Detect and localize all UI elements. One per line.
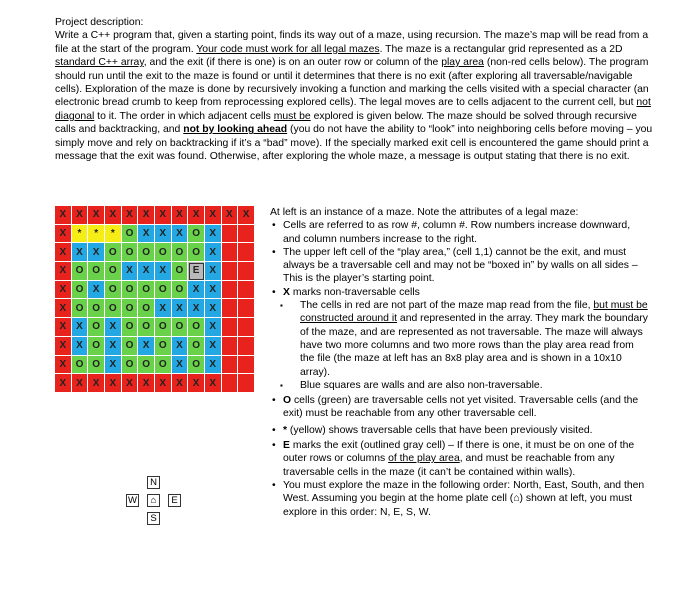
underlined-run: not diagonal xyxy=(55,97,651,122)
note-start: • The upper left cell of the “play area,” (cell 1,1) cannot be the exit, and must always be a traversable cell and may not be “boxed in” by walls on all sides – This is the player’s starting point. xyxy=(270,246,650,286)
maze-cell xyxy=(238,225,255,244)
maze-cell xyxy=(222,356,239,375)
project-description xyxy=(55,16,655,163)
maze-cell: X xyxy=(55,337,72,356)
maze-cell: O xyxy=(88,356,105,375)
maze-cell: O xyxy=(138,281,155,300)
underlined-run: must be xyxy=(273,110,311,122)
maze-cell: X xyxy=(122,262,139,281)
maze-cell: X xyxy=(155,225,172,244)
compass-west: W xyxy=(126,494,139,507)
maze-cell: X xyxy=(205,299,222,318)
maze-notes xyxy=(270,206,650,519)
maze-cell xyxy=(222,299,239,318)
text-run: (non-red cells below). The program should run until the exit to the maze is found or until it determines that there is no exit (after exploring all traversable/navigable cells). Exploration of the maze is done by recursively invoking a function and marking the cells visited with a special character (an electronic bread crumb to keep from reprocessing explored cells). The legal moves are to cells adjacent to the current cell, but xyxy=(55,57,649,109)
text-run: . The maze is a rectangular grid represented as a 2D xyxy=(379,43,623,55)
maze-cell xyxy=(222,374,239,393)
maze-cell xyxy=(238,281,255,300)
description-heading: Project description: xyxy=(55,17,144,28)
maze-cell: O xyxy=(122,299,139,318)
maze-cell xyxy=(222,225,239,244)
maze-cell: X xyxy=(105,374,122,393)
maze-cell: O xyxy=(188,225,205,244)
maze-cell: X xyxy=(88,374,105,393)
maze-cell: X xyxy=(138,262,155,281)
maze-cell xyxy=(238,299,255,318)
maze-cell: O xyxy=(122,356,139,375)
maze-cell: O xyxy=(172,318,189,337)
maze-cell: X xyxy=(205,318,222,337)
maze-cell xyxy=(222,318,239,337)
maze-cell xyxy=(222,243,239,262)
maze-cell: X xyxy=(122,374,139,393)
maze-cell: O xyxy=(138,299,155,318)
maze-cell: O xyxy=(188,356,205,375)
maze-cell: X xyxy=(205,262,222,281)
maze-cell: X xyxy=(172,337,189,356)
maze-cell: X xyxy=(188,281,205,300)
maze-cell: X xyxy=(205,374,222,393)
maze-cell: X xyxy=(205,225,222,244)
bold-run: * xyxy=(283,424,288,436)
home-plate-icon: ⌂ xyxy=(147,494,160,507)
maze-cell: X xyxy=(122,206,139,225)
maze-cell: O xyxy=(88,299,105,318)
compass-east: E xyxy=(168,494,181,507)
maze-cell: O xyxy=(105,281,122,300)
text-run: marks non-traversable cells xyxy=(289,286,420,298)
maze-cell: X xyxy=(222,206,239,225)
maze-cell: O xyxy=(122,337,139,356)
maze-cell: O xyxy=(172,281,189,300)
maze-cell xyxy=(238,374,255,393)
maze-cell: O xyxy=(122,281,139,300)
text-run: Write a C++ program that, given a starting point, finds its way out of a maze, using recursion. The maze’s map will be read from a file at the start of the program. xyxy=(55,30,649,55)
maze-cell: X xyxy=(205,243,222,262)
maze-cell: O xyxy=(155,356,172,375)
description-body xyxy=(55,29,655,163)
maze-cell: * xyxy=(88,225,105,244)
maze-cell: X xyxy=(72,206,89,225)
maze-cell: O xyxy=(155,337,172,356)
maze-cell xyxy=(238,337,255,356)
underlined-run: Your code must work for all legal mazes xyxy=(196,43,380,55)
note-blue: ▪ Blue squares are walls and are also non-traversable. xyxy=(270,379,650,392)
maze-cell: O xyxy=(72,356,89,375)
maze-cell: X xyxy=(155,206,172,225)
note-star xyxy=(270,424,650,437)
notes-intro: At left is an instance of a maze. Note the attributes of a legal maze: xyxy=(270,207,579,218)
maze-cell: X xyxy=(55,356,72,375)
underlined-run: but must be constructed around it xyxy=(300,300,648,325)
underlined-run: standard C++ array xyxy=(55,57,144,69)
maze-grid xyxy=(55,206,255,393)
maze-cell: X xyxy=(88,206,105,225)
maze-cell: X xyxy=(172,206,189,225)
compass-south: S xyxy=(147,512,160,525)
maze-cell: X xyxy=(188,299,205,318)
maze-cell: X xyxy=(55,206,72,225)
maze-cell: O xyxy=(88,318,105,337)
maze-cell: X xyxy=(205,356,222,375)
maze-cell: X xyxy=(155,299,172,318)
maze-cell xyxy=(222,337,239,356)
maze-cell: X xyxy=(155,374,172,393)
maze-cell: X xyxy=(138,337,155,356)
maze-cell xyxy=(238,318,255,337)
maze-cell: X xyxy=(105,337,122,356)
maze-cell: X xyxy=(138,374,155,393)
maze-cell: X xyxy=(72,318,89,337)
maze-cell: O xyxy=(72,299,89,318)
maze-cell: O xyxy=(138,356,155,375)
maze-cell xyxy=(222,262,239,281)
maze-cell: X xyxy=(55,299,72,318)
maze-cell: X xyxy=(55,225,72,244)
note-o xyxy=(270,394,650,421)
note-exit xyxy=(270,439,650,479)
maze-cell: X xyxy=(205,337,222,356)
maze-cell: X xyxy=(88,281,105,300)
maze-cell: O xyxy=(138,318,155,337)
maze-cell: X xyxy=(205,206,222,225)
maze-cell: O xyxy=(155,281,172,300)
maze-cell: O xyxy=(122,243,139,262)
maze-cell: O xyxy=(72,262,89,281)
maze-cell: X xyxy=(55,318,72,337)
text-run: and represented in the array. They mark the boundary of the maze, and are represented as not traversable. The maze will always have two more columns and two more rows than the play area read from the file (the maze at left has an 8x8 play area and is shown in a 10x10 array). xyxy=(300,313,648,378)
text-run: (you do not have the ability to “look” into neighboring cells before moving – you simply move and rely on backtracking if it’s a “bad” move). If the specially marked exit cell is encountered the game should print a message that the exit was found. Otherwise, after exploring the whole maze, a message is output stating that there is no exit. xyxy=(55,124,653,163)
underlined-run: play area xyxy=(441,57,484,69)
maze-cell: O xyxy=(188,337,205,356)
maze-cell: X xyxy=(172,299,189,318)
text-run: cells (green) are traversable cells not yet visited. Traversable cells (and the exit) must be reachable from any other traversable cell. xyxy=(283,395,639,420)
maze-cell xyxy=(222,281,239,300)
maze-cell: O xyxy=(188,243,205,262)
maze-cell: X xyxy=(72,243,89,262)
maze-cell: O xyxy=(88,337,105,356)
text-run: The cells in red are not part of the maze map read from the file, xyxy=(300,300,594,312)
maze-cell: O xyxy=(172,243,189,262)
note-red-cells xyxy=(270,299,650,379)
maze-cell: * xyxy=(105,225,122,244)
maze-cell: X xyxy=(172,225,189,244)
note-order: • You must explore the maze in the following order: North, East, South, and then West. Assuming you begin at the home plate cell (⌂) shown at left, you must explore in this order: N, E, S, W. xyxy=(270,479,650,519)
maze-cell: O xyxy=(105,262,122,281)
bold-underlined-run: not by looking ahead xyxy=(183,124,288,136)
maze-cell xyxy=(238,262,255,281)
note-x xyxy=(270,286,650,299)
bold-run: O xyxy=(283,395,292,407)
text-run: marks the exit (outlined gray cell) – If there is one, it must be on one of the outer rows or columns xyxy=(283,440,635,465)
maze-cell: X xyxy=(138,206,155,225)
maze-cell: X xyxy=(105,356,122,375)
text-run: (yellow) shows traversable cells that have been previously visited. xyxy=(287,424,593,436)
compass-north: N xyxy=(147,476,160,489)
maze-cell: X xyxy=(188,206,205,225)
maze-cell: X xyxy=(188,374,205,393)
maze-cell: X xyxy=(238,206,255,225)
maze-cell: X xyxy=(138,225,155,244)
maze-cell: X xyxy=(105,206,122,225)
maze-cell: X xyxy=(55,262,72,281)
maze-cell: X xyxy=(105,318,122,337)
note-cells: • Cells are referred to as row #, column #. Row numbers increase downward, and column numbers increase to the right. xyxy=(270,219,650,246)
maze-cell: O xyxy=(188,318,205,337)
maze-cell: O xyxy=(105,243,122,262)
maze-cell: O xyxy=(105,299,122,318)
maze-cell: X xyxy=(55,281,72,300)
maze-cell: X xyxy=(88,243,105,262)
maze-cell: O xyxy=(72,281,89,300)
maze-cell: X xyxy=(172,356,189,375)
bold-run: X xyxy=(283,286,290,298)
bold-run: E xyxy=(283,440,290,452)
maze-cell: * xyxy=(72,225,89,244)
text-run: , and the exit (if there is one) is on an outer row or column of the xyxy=(143,57,442,69)
maze-cell: O xyxy=(138,243,155,262)
maze-cell: X xyxy=(155,262,172,281)
maze-cell: X xyxy=(72,337,89,356)
text-run: to it. The order in which adjacent cells xyxy=(94,110,274,122)
maze-cell: X xyxy=(205,281,222,300)
maze-cell: X xyxy=(72,374,89,393)
maze-cell: O xyxy=(172,262,189,281)
maze-cell xyxy=(238,243,255,262)
maze-cell: E xyxy=(188,262,205,281)
maze-cell: X xyxy=(55,243,72,262)
text-run: explored is given below. The maze should be solved through recursive calls and backtracking, and xyxy=(55,110,637,136)
text-run: , and must be reachable from any traversable cells in the maze (it can’t be contained within walls). xyxy=(283,453,615,478)
maze-cell: O xyxy=(122,225,139,244)
maze-cell: O xyxy=(88,262,105,281)
maze-cell: O xyxy=(122,318,139,337)
maze-cell: X xyxy=(55,374,72,393)
maze-cell: X xyxy=(172,374,189,393)
underlined-run: of the play area xyxy=(388,453,460,465)
maze-cell: O xyxy=(155,318,172,337)
maze-cell xyxy=(238,356,255,375)
maze-cell: O xyxy=(155,243,172,262)
